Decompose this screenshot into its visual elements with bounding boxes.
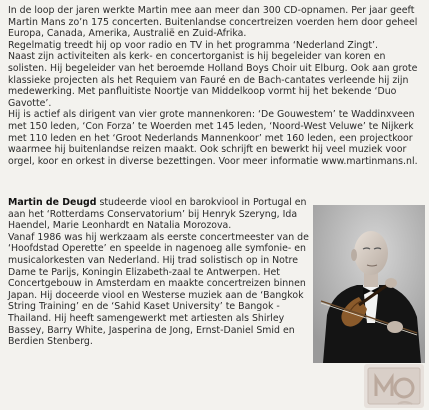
intro-line: orgel, koor en orkest in diverse bezettingen. Voor meer informatie www.martinmans.nl.	[8, 155, 418, 167]
intro-line: Martin Mans zo’n 175 concerten. Buitenlandse concertreizen voerden hem door geheel	[8, 16, 418, 28]
intro-line: Europa, Canada, Amerika, Australië en Zuid-Afrika.	[8, 28, 247, 40]
intro-line: met 150 leden, ‘Con Forza’ te Woerden met 145 leden, ‘Noord-West Veluwe’ te Nijkerk	[8, 120, 414, 132]
intro-line: waarmee hij buitenlandse reizen maakt. Ook schrijft en bewerkt hij veel muziek voor	[8, 144, 407, 156]
bio-line: Dame te Parijs, Koningin Elizabeth-zaal te Antwerpen. Het	[8, 266, 280, 278]
intro-paragraph	[8, 5, 418, 167]
violinist-photo	[313, 205, 425, 363]
bio-first-line	[8, 197, 309, 209]
bio-line: String Training’ en de ‘Sahid Kaset University’ te Bangok -	[8, 301, 280, 313]
intro-line: Gavotte’.	[8, 97, 52, 109]
bio-line: musicalorkesten van Nederland. Hij trad solistisch op in Notre	[8, 254, 298, 266]
bio-name: Martin de Deugd	[8, 197, 97, 208]
bio-line: aan het ‘Rotterdams Conservatorium’ bij Henryk Szeryng, Ida	[8, 208, 298, 220]
intro-line: solisten. Hij begeleider van het beroemde Holland Boys Choir uit Elburg. Ook aan grote	[8, 62, 418, 74]
intro-line: medewerking. Met panfluitiste Noortje van Middelkoop vormt hij het bekende ‘Duo	[8, 86, 397, 98]
intro-line: Hij is actief als dirigent van vier grote mannenkoren: ‘De Gouwestem’ te Waddinxveen	[8, 109, 415, 121]
bio-line: Bassey, Barry White, Jasperina de Jong, Ernst-Daniel Smid en	[8, 324, 295, 336]
violinist-illustration	[313, 205, 425, 363]
watermark-icon	[364, 364, 424, 408]
bio-line: Haendel, Marie Leonhardt en Natalia Morozova.	[8, 220, 232, 232]
bio-line: Vanaf 1986 was hij werkzaam als eerste concertmeester van de	[8, 231, 309, 243]
bio-line: ‘Hoofdstad Operette’ en speelde in nagenoeg alle symfonie- en	[8, 243, 306, 255]
bio-line: Thailand. Hij heeft samengewerkt met artiesten als Shirley	[8, 312, 285, 324]
intro-line: In de loop der jaren werkte Martin mee aan meer dan 300 CD-opnamen. Per jaar geeft	[8, 5, 415, 16]
intro-line: met 110 leden en het ‘Groot Nederlands Mannenkoor’ met 160 leden, een projectkoor	[8, 132, 413, 144]
intro-line: Naast zijn activiteiten als kerk- en concertorganist is hij begeleider van koren en	[8, 51, 386, 63]
intro-line: klassieke projecten als het Requiem van Fauré en de Bach-cantates verleende hij zijn	[8, 74, 409, 86]
bio-line: Concertgebouw in Amsterdam en maakte concertreizen binnen	[8, 278, 306, 290]
bio-paragraph	[8, 197, 309, 348]
bio-line: Berdien Stenberg.	[8, 336, 93, 348]
intro-line: Regelmatig treedt hij op voor radio en TV in het programma ‘Nederland Zingt’.	[8, 39, 378, 51]
bio-line: studeerde viool en barokviool in Portugal en	[96, 197, 307, 208]
music-watermark-logo	[364, 364, 424, 408]
bio-line: Japan. Hij doceerde viool en Westerse muziek aan de ‘Bangkok	[8, 289, 304, 301]
